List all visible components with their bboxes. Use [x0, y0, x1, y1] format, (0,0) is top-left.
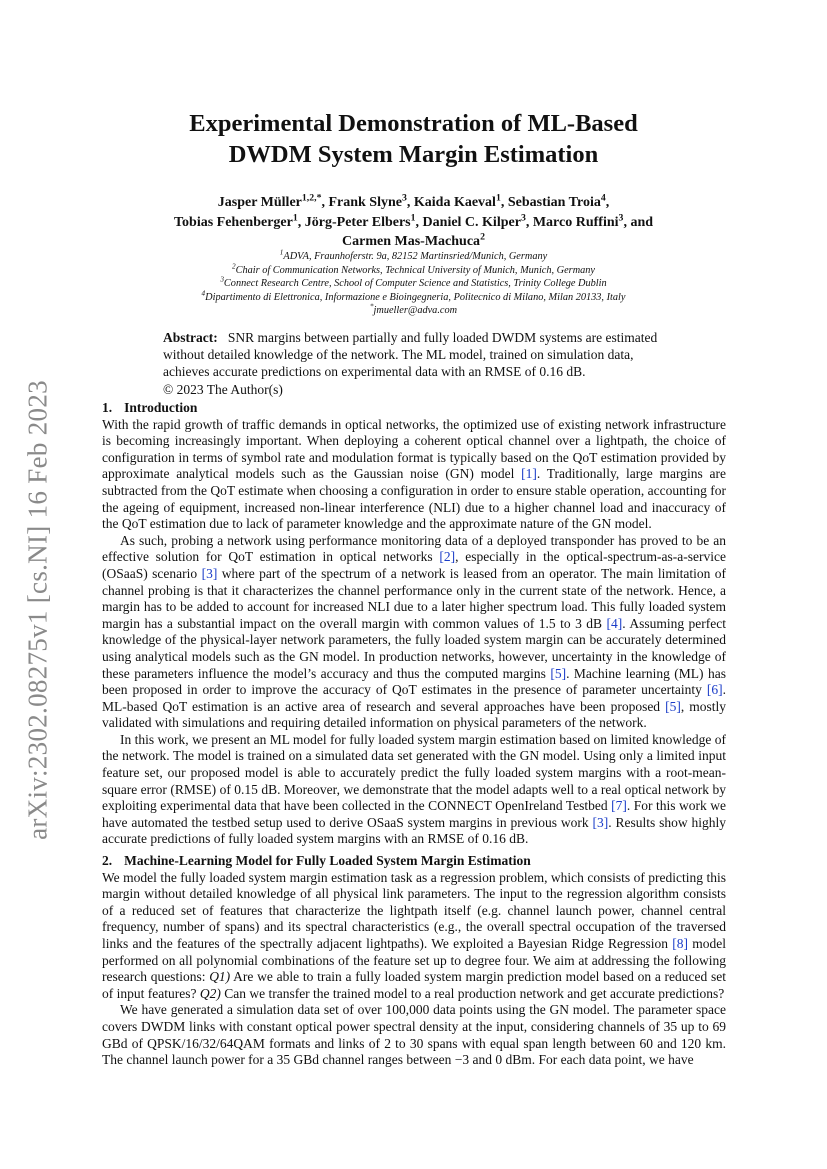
author-affiliation-mark: 3: [618, 211, 624, 223]
paper-title: [0, 108, 827, 170]
paragraph-text: . Machine learning (ML) has been proposed in order to improve the accuracy of QoT estimates in the presence of parameter uncertainty: [102, 665, 726, 698]
email-mark: *: [369, 302, 374, 311]
author-name: Kaida Kaeval: [413, 195, 496, 210]
section-heading: [102, 400, 726, 417]
author-affiliation-mark: 4: [600, 192, 606, 204]
author-separator: ,: [500, 195, 508, 210]
author-list: [0, 193, 827, 252]
affiliation-item: [0, 291, 827, 305]
author-name: Frank Slyne: [328, 195, 402, 210]
citation-link[interactable]: [2]: [439, 549, 456, 565]
author-affiliation-mark: 3: [520, 211, 526, 223]
paragraph: [102, 870, 726, 1003]
author-separator: ,: [406, 195, 414, 210]
abstract: [163, 329, 663, 398]
author-separator: ,: [415, 214, 423, 230]
author-separator: ,: [525, 214, 533, 230]
research-question-text: Can we transfer the trained model to a real production network and get accurate predictions?: [220, 985, 725, 1001]
paragraph-text: As such, probing a network using performance monitoring data of a deployed transponder has proved to be an effective solution for QoT estimation in optical networks: [102, 532, 726, 565]
paragraph-text: where part of the spectrum of a network is leased from an operator. The main limitation of channel probing is that it characterizes the channel performance only in the current state of the network. Hence, a margin has to be added to account for increased NLI due to a later higher spectrum load. This fully loaded system margin has a substantial impact on the overall margin with common values of 1.5 to 3 dB: [102, 565, 726, 631]
paragraph-text: . Results show highly accurate predictions of fully loaded system margins with an RMSE of 0.16 dB.: [102, 814, 726, 847]
section-ml-model: [102, 853, 726, 1069]
section-introduction: [102, 400, 726, 848]
citation-link[interactable]: [8]: [672, 935, 688, 951]
copyright: © 2023 The Author(s): [163, 381, 283, 397]
affiliation-text: Chair of Communication Networks, Technical University of Munich, Munich, Germany: [235, 264, 595, 276]
author-line-3: [0, 232, 827, 252]
affiliation-item: [0, 264, 827, 278]
citation-link[interactable]: [5]: [550, 665, 567, 681]
affiliation-mark: 2: [231, 262, 236, 271]
affiliation-text: Dipartimento di Elettronica, Informazione e Bioingegneria, Politecnico di Milano, Milan 20133, Italy: [205, 292, 626, 304]
affiliation-text: ADVA, Fraunhoferstr. 9a, 82152 Martinsried/Munich, Germany: [283, 251, 548, 262]
paragraph: We have generated a simulation data set of over 100,000 data points using the GN model. The parameter space covers DWDM links with constant optical power spectral density at the input, considering channels of 35 up to 69 GBd of QPSK/16/32/64QAM formats and links of 2 to 30 spans with equal span length between 60 and 120 km. The channel launch power for a 35 GBd channel ranges between −3 and 0 dBm. For each data point, we have: [102, 1002, 726, 1068]
author-name: Tobias Fehenberger: [173, 214, 293, 230]
citation-link[interactable]: [7]: [611, 798, 627, 814]
section-number: 1.: [102, 400, 113, 415]
author-line-1: [0, 193, 827, 213]
author-affiliation-mark: 1: [292, 211, 298, 223]
research-question-label: Q2): [199, 985, 221, 1001]
research-question-text: Are we able to train a fully loaded system margin prediction model based on a reduced set of input features?: [102, 969, 726, 1001]
author-affiliation-mark: 3: [401, 192, 407, 204]
author-affiliation-mark: 2: [480, 231, 485, 243]
paragraph-text: In this work, we present an ML model for fully loaded system margin estimation based on limited knowledge of the network. The model is trained on a simulated data set generated with the GN model. Using only a limited input feature set, our proposed model is able to accurately predict the fully loaded system margins with a root-mean-square error (RMSE) of 0.15 dB. Moreover, we demonstrate that the model adapts well to a real optical network by exploiting experimental data that have been collected in the CONNECT OpenIreland Testbed: [102, 731, 726, 814]
affiliation-item: [0, 277, 827, 291]
title-line-2: DWDM System Margin Estimation: [228, 141, 599, 168]
affiliation-text: Connect Research Centre, School of Computer Science and Statistics, Trinity College Dublin: [223, 278, 607, 290]
paragraph-text: , mostly validated with simulations and requiring detailed information on physical parameters of the network.: [102, 698, 726, 731]
author-separator: ,: [297, 214, 305, 230]
email-address[interactable]: jmueller@adva.com: [373, 305, 458, 316]
paragraph-text: . For this work we have automated the testbed setup used to derive OSaaS system margins in previous work: [102, 798, 726, 830]
section-number: 2.: [102, 853, 113, 868]
paragraph: [102, 533, 726, 732]
arxiv-identifier-sidebar: [2, 370, 74, 850]
paragraph-text: model performed on all polynomial combinations of the feature set up to degree four. We aim at addressing the following research questions:: [102, 935, 726, 985]
arxiv-identifier: arXiv:2302.08275v1 [cs.NI] 16 Feb 2023: [22, 380, 53, 840]
section-title: Machine-Learning Model for Fully Loaded System Margin Estimation: [124, 853, 531, 868]
citation-link[interactable]: [5]: [665, 698, 681, 714]
author-affiliation-mark: 1: [495, 192, 501, 204]
paragraph-text: . Traditionally, large margins are subtracted from the QoT estimate when choosing a configuration in order to ensure stable operation, accounting for the ageing of equipment, increased non-linear interference (NLI) due to a higher channel load and inaccuracy of the QoT estimation due to lack of parameter knowledge and the approximate nature of the GN model.: [102, 466, 726, 532]
affiliation-item: [0, 250, 827, 264]
author-name: Daniel C. Kilper: [422, 214, 521, 230]
paragraph: [102, 732, 726, 848]
author-affiliation-mark: 1,2,*: [301, 192, 322, 204]
author-separator: ,: [321, 195, 329, 210]
section-title: Introduction: [124, 400, 198, 415]
author-affiliation-mark: 1: [410, 211, 416, 223]
affiliation-list: [0, 250, 827, 305]
author-name: Carmen Mas-Machuca: [342, 234, 481, 249]
citation-link[interactable]: [6]: [706, 682, 723, 698]
citation-link[interactable]: [3]: [592, 814, 609, 830]
author-name: Marco Ruffini: [532, 214, 619, 230]
abstract-text: SNR margins between partially and fully loaded DWDM systems are estimated without detailed knowledge of the network. The ML model, trained on simulation data, achieves accurate predictions on experimental data with an RMSE of 0.16 dB.: [163, 330, 658, 380]
section-heading: [102, 853, 726, 870]
citation-link[interactable]: [3]: [201, 565, 218, 581]
abstract-label: Abstract:: [163, 330, 218, 345]
citation-link[interactable]: [4]: [606, 615, 623, 631]
author-separator: ,: [605, 195, 610, 210]
title-line-1: Experimental Demonstration of ML-Based: [189, 110, 638, 137]
corresponding-email: [0, 302, 827, 316]
paragraph: [102, 417, 726, 533]
author-name: Jörg-Peter Elbers: [304, 214, 411, 230]
affiliation-mark: 1: [279, 248, 284, 257]
author-separator: , and: [623, 214, 654, 230]
author-name: Sebastian Troia: [507, 195, 601, 210]
research-question-label: Q1): [209, 969, 231, 985]
citation-link[interactable]: [1]: [521, 466, 537, 482]
paragraph-text: , especially in the optical-spectrum-as-a-service (OSaaS) scenario: [102, 549, 726, 581]
paragraph-text: . Assuming perfect knowledge of the physical-layer network parameters, the fully loaded system margin can be accurately determined using analytical models such as the GN model. In production networks, however, uncertainty in the knowledge of these parameters influence the model’s accuracy and thus the computed margins: [102, 615, 726, 681]
author-name: Jasper Müller: [217, 195, 302, 210]
paragraph-text: . ML-based QoT estimation is an active area of research and several approaches have been proposed: [102, 682, 726, 714]
author-line-2: [0, 213, 827, 233]
affiliation-mark: 3: [220, 275, 224, 284]
paragraph-text: We model the fully loaded system margin estimation task as a regression problem, which consists of predicting this margin without detailed knowledge of all physical link parameters. The input to the regression algorithm consists of a reduced set of features that characterize the lightpath itself (e.g. channel launch power, channel central frequency, number of spans) and its spectral characteristics (e.g., the overall spectral occupation of the traversed links and the features of the spectrally adjacent lightpaths). We exploited a Bayesian Ridge Regression: [102, 869, 726, 951]
paragraph-text: With the rapid growth of traffic demands in optical networks, the optimized use of existing network infrastructure is becoming increasingly important. When deploying a coherent optical channel over a lightpath, the choice of configuration in terms of symbol rate and modulation format is typically based on the QoT estimation provided by approximate analytical models such as the Gaussian noise (GN) model: [102, 416, 726, 482]
affiliation-mark: 4: [201, 289, 206, 298]
